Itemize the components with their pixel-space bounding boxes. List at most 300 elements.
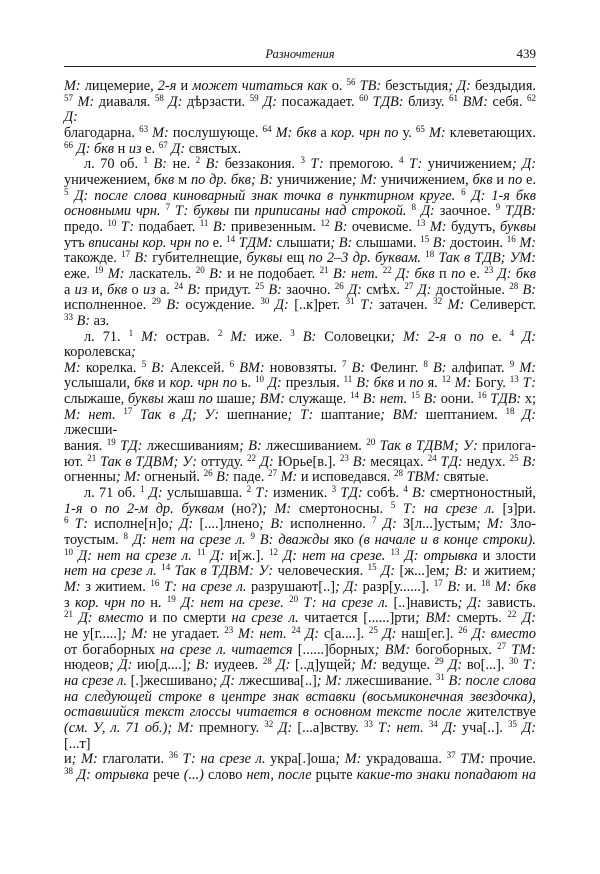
editorial-note: по xyxy=(469,328,484,345)
footnote-number: 2 xyxy=(195,155,201,166)
editorial-note: кор. чрн по xyxy=(330,124,399,141)
editorial-note: Д: нет на срезе л. xyxy=(128,532,251,549)
editorial-note: Д: xyxy=(264,375,282,392)
variant-reading: х; xyxy=(521,391,537,408)
variant-reading: достойные. xyxy=(431,281,510,298)
variant-reading: исполненно. xyxy=(283,516,373,533)
footnote-number: 25 xyxy=(255,280,265,291)
editorial-note: ; М: xyxy=(262,500,292,517)
editorial-note: Д: xyxy=(273,719,293,736)
editorial-note: Т: нет. xyxy=(372,719,429,736)
editorial-note: по 2-м др. буквам xyxy=(105,500,224,517)
editorial-note: Так в ТДВМ: У: xyxy=(170,563,274,580)
editorial-note: ; М: xyxy=(71,751,98,768)
editorial-note: М: xyxy=(450,375,472,392)
editorial-note: ; М: xyxy=(351,657,378,674)
text-line xyxy=(64,233,536,252)
variant-reading: и xyxy=(393,375,410,392)
variant-reading: ют. xyxy=(64,453,88,470)
footnote-number: 6 xyxy=(461,186,466,197)
editorial-note: Д: xyxy=(413,281,432,298)
footnote-number: 5 xyxy=(141,358,147,369)
editorial-note: ВМ: xyxy=(458,93,488,110)
editorial-note: Д: нет на срезе л. xyxy=(73,547,197,564)
editorial-note: Д: отрывка xyxy=(399,547,478,564)
variant-reading: благодарна. xyxy=(64,124,140,141)
footnote-number: 1 xyxy=(139,484,145,495)
footnote-number: 20 xyxy=(366,437,376,448)
editorial-note: (...) xyxy=(183,766,204,783)
editorial-note: В: после слова xyxy=(444,672,536,689)
editorial-note: ; ВМ: xyxy=(251,391,286,408)
footnote-number: 22 xyxy=(382,264,392,275)
editorial-note: Д: xyxy=(437,719,457,736)
text-line xyxy=(64,486,536,502)
editorial-note: М: xyxy=(222,328,248,345)
editorial-note: В: нет. xyxy=(359,391,411,408)
footnote-number: 8 xyxy=(123,531,129,542)
editorial-note: нет, после xyxy=(246,766,312,783)
variant-reading: н. xyxy=(144,594,167,611)
editorial-note: Т: xyxy=(68,516,89,533)
footnote-number: 32 xyxy=(433,296,443,307)
text-line xyxy=(64,204,536,220)
editorial-note: ; Д: xyxy=(448,78,471,94)
editorial-note: ; М: xyxy=(115,469,141,486)
variant-reading: слышами. xyxy=(352,234,421,251)
variant-reading: тоустым. xyxy=(64,532,124,549)
footnote-number: 26 xyxy=(458,624,468,635)
footnote-number: 16 xyxy=(477,390,487,401)
variant-reading: укра[.]оша xyxy=(265,751,336,768)
variant-reading: [з]ри. xyxy=(494,500,537,517)
editorial-note: ТДМ: xyxy=(235,234,273,251)
editorial-note: Т: xyxy=(304,156,324,173)
variant-reading: слышати xyxy=(272,234,331,251)
editorial-note: Д: xyxy=(144,485,163,502)
editorial-note: М: xyxy=(133,328,158,345)
variant-reading: яко xyxy=(329,532,359,549)
variant-reading: не у[г.....] xyxy=(64,625,122,642)
text-line xyxy=(64,264,537,283)
text-line xyxy=(64,392,536,408)
editorial-note: ; М: xyxy=(475,516,504,533)
footnote-number: 26 xyxy=(203,468,213,479)
footnote-number: 15 xyxy=(420,233,430,244)
footnote-number: 28 xyxy=(394,468,404,479)
footnote-number: 13 xyxy=(390,546,400,557)
editorial-note: по xyxy=(451,265,466,282)
text-line xyxy=(64,593,536,612)
text-line xyxy=(64,251,536,267)
editorial-note: ; Д: xyxy=(457,594,482,611)
text-line xyxy=(64,718,537,752)
footnote-number: 3 xyxy=(290,327,295,338)
editorial-note: Т: буквы xyxy=(170,203,230,220)
footnote-number: 23 xyxy=(224,624,234,635)
editorial-note: ТМ: xyxy=(506,641,536,658)
editorial-note: ТД: xyxy=(115,438,143,455)
editorial-note: В: xyxy=(419,391,438,408)
editorial-note: Т: на срезе л. xyxy=(395,500,495,517)
text-line xyxy=(64,327,537,361)
footnote-number: 33 xyxy=(64,311,73,322)
variant-reading: а xyxy=(316,124,331,141)
variant-reading: корелка. xyxy=(80,359,142,376)
text-line xyxy=(64,186,536,205)
footnote-number: 3 xyxy=(300,155,305,166)
variant-reading: во[...]. xyxy=(462,657,510,674)
editorial-note: Д: xyxy=(163,93,183,110)
variant-reading: премогою. xyxy=(323,156,400,173)
footnote-number: 62 xyxy=(527,92,537,103)
footnote-number: 27 xyxy=(268,468,277,479)
text-line xyxy=(64,470,536,486)
variant-reading: е. xyxy=(141,140,159,157)
text-line xyxy=(64,564,536,580)
editorial-note: ; xyxy=(531,563,536,580)
footnote-number: 8 xyxy=(411,202,416,213)
editorial-note: Так в ТДВ; УМ: xyxy=(434,250,537,267)
editorial-note: по др. бкв; В: xyxy=(190,171,274,188)
text-line xyxy=(64,765,536,784)
editorial-note: В: xyxy=(212,469,230,486)
editorial-note: по 2–3 др. буквам. xyxy=(308,250,426,267)
variant-reading: с[а....]. xyxy=(319,625,369,642)
editorial-note: бкв xyxy=(154,171,175,188)
editorial-note: по xyxy=(507,171,523,188)
editorial-note: В: xyxy=(148,156,168,173)
footnote-number: 10 xyxy=(107,217,117,228)
editorial-note: по xyxy=(409,375,424,392)
editorial-note: В: xyxy=(518,453,537,470)
variant-reading: Юрье[в.]. xyxy=(273,453,340,470)
editorial-note: Д: xyxy=(205,547,225,564)
footnote-number: 58 xyxy=(154,92,164,103)
editorial-note: В: xyxy=(146,359,165,376)
variant-reading: алфипат. xyxy=(446,359,510,376)
variant-reading: изменик. xyxy=(268,485,332,502)
text-line xyxy=(64,546,536,565)
variant-reading: от богаборных xyxy=(64,641,161,658)
variant-reading: (но?) xyxy=(223,500,263,517)
variant-reading: и xyxy=(492,171,508,188)
variant-reading: и. xyxy=(460,579,482,595)
variant-reading: [ж...]ем xyxy=(395,563,446,580)
footnote-number: 19 xyxy=(106,437,116,448)
text-line xyxy=(64,376,536,392)
variant-reading: затачен. xyxy=(373,297,434,314)
footnote-number: 9 xyxy=(250,531,256,542)
editorial-note: нет на срезе л. xyxy=(64,563,162,580)
variant-reading: прилога- xyxy=(477,438,536,455)
footnote-number: 21 xyxy=(87,452,97,463)
editorial-note: Т: на срезе л. xyxy=(177,751,266,768)
variant-reading: королевска xyxy=(64,344,132,361)
variant-reading: лжесши- xyxy=(64,422,118,439)
text-line xyxy=(64,752,536,768)
editorial-note: ; ВМ: xyxy=(374,641,411,658)
footnote-number: 11 xyxy=(199,217,209,228)
variant-reading: слыжаше, xyxy=(64,391,128,408)
variant-reading: жаш xyxy=(163,391,199,408)
variant-reading: шептанием. xyxy=(418,406,506,423)
variant-reading: Соловецки xyxy=(316,328,391,345)
variant-readings-text xyxy=(64,79,536,874)
variant-reading: и xyxy=(64,751,72,768)
footnote-number: 11 xyxy=(196,546,206,557)
variant-reading: [..к]рет. xyxy=(288,297,346,314)
editorial-note: М: xyxy=(64,579,81,595)
editorial-note: В: xyxy=(204,265,223,282)
editorial-note: Так в ТДВМ; У: xyxy=(375,438,478,455)
variant-reading: служаще. xyxy=(285,391,350,408)
variant-reading: о xyxy=(127,281,143,298)
variant-reading: [...а]вству. xyxy=(292,719,364,736)
editorial-note: Д: xyxy=(343,281,362,298)
variant-reading: Алексей. xyxy=(164,359,230,376)
footnote-number: 7 xyxy=(341,358,347,369)
editorial-note: ТВ: xyxy=(355,78,382,94)
footnote-number: 14 xyxy=(161,562,171,573)
editorial-note: В: xyxy=(407,485,426,502)
variant-reading: п xyxy=(434,265,452,282)
editorial-note: ; xyxy=(131,344,136,361)
editorial-note: М: нет. xyxy=(233,625,292,642)
footnote-number: 24 xyxy=(291,624,301,635)
variant-reading: е. xyxy=(522,171,536,188)
footnote-number: 18 xyxy=(425,249,435,260)
footnote-number: 13 xyxy=(509,374,519,385)
footnote-number: 2 xyxy=(217,327,223,338)
variant-reading: наш[ег.]. xyxy=(396,625,459,642)
variant-reading: шаше xyxy=(212,391,252,408)
editorial-note: Д: xyxy=(516,610,536,627)
variant-reading: подабает. xyxy=(134,218,200,235)
editorial-note: В: xyxy=(130,250,148,267)
editorial-note: ТВМ: xyxy=(403,469,440,486)
variant-reading: послушующе. xyxy=(168,124,263,141)
editorial-note: ; Т: xyxy=(287,406,314,423)
variant-reading: е. xyxy=(465,265,485,282)
variant-reading: з житием. xyxy=(80,579,151,595)
footnote-number: 64 xyxy=(262,123,272,134)
editorial-note: бкв xyxy=(472,171,493,188)
footnote-number: 67 xyxy=(158,139,168,150)
variant-reading: з xyxy=(64,594,75,611)
footnote-number: 7 xyxy=(165,202,171,213)
editorial-note: Т: xyxy=(403,156,423,173)
editorial-note: на срезе л. читается xyxy=(160,641,293,658)
footnote-number: 29 xyxy=(434,656,444,667)
variant-reading: месяцах. xyxy=(366,453,428,470)
footnote-number: 17 xyxy=(433,578,443,588)
editorial-note: Д: после слова киноварный знак точка в пунктирном круге. xyxy=(68,187,462,204)
variant-reading: л. 71. xyxy=(84,328,129,345)
editorial-note: ТД: xyxy=(436,453,463,470)
editorial-note: на следующей строке в центре знак вставки (восьмиконечная звездочка), xyxy=(64,688,536,705)
editorial-note: Д: нет на срезе. xyxy=(175,594,290,611)
editorial-note: Т: на срезе л. xyxy=(298,594,389,611)
editorial-note: М: xyxy=(103,265,125,282)
variant-reading: богоборных. xyxy=(410,641,498,658)
editorial-note: В: xyxy=(160,297,180,314)
variant-reading: [..д]ущей xyxy=(290,657,352,674)
variant-reading: себя. xyxy=(487,93,528,110)
editorial-note: по xyxy=(198,391,213,408)
footnote-number: 19 xyxy=(94,264,104,275)
text-line xyxy=(64,439,536,455)
editorial-note: М: бкв xyxy=(490,579,537,595)
footnote-number: 27 xyxy=(404,280,414,291)
editorial-note: Так в ТДВМ; У: xyxy=(96,453,197,470)
variant-reading: уничежением, xyxy=(64,171,155,188)
footnote-number: 57 xyxy=(64,92,73,103)
editorial-note: ТДВ: xyxy=(368,93,404,110)
footnote-number: 4 xyxy=(509,327,515,338)
editorial-note: В: xyxy=(329,218,348,235)
editorial-note: В: xyxy=(200,156,220,173)
editorial-note: Д: xyxy=(415,203,435,220)
variant-reading: аз. xyxy=(90,312,110,329)
editorial-note: Д: xyxy=(443,657,463,674)
editorial-note: ; В: xyxy=(239,438,262,455)
variant-reading: у. xyxy=(398,124,416,141)
editorial-note: В: xyxy=(346,359,366,376)
variant-reading: уча[..]. xyxy=(456,719,509,736)
editorial-note: В: дважды xyxy=(255,532,330,549)
footnote-number: 15 xyxy=(367,562,377,573)
variant-reading: придут. xyxy=(200,281,256,298)
variant-reading: м xyxy=(174,171,191,188)
footnote-number: 25 xyxy=(368,624,378,635)
footnote-number: 10 xyxy=(255,374,264,385)
footnote-number: 56 xyxy=(346,77,356,87)
variant-reading: лицемерие, xyxy=(80,78,158,94)
variant-reading: л. 71 об. xyxy=(84,485,140,502)
header-rule xyxy=(64,66,536,67)
editorial-note: ; Д: xyxy=(168,516,194,533)
variant-reading: а. xyxy=(155,281,175,298)
editorial-note: Д: бкв xyxy=(73,140,115,157)
variant-reading: и по смерти xyxy=(143,610,232,627)
variant-reading: исполненное. xyxy=(64,297,152,314)
footnote-number: 12 xyxy=(441,374,451,385)
editorial-note: Т: xyxy=(251,485,269,502)
variant-reading: уничижение xyxy=(273,171,352,188)
footnote-number: 20 xyxy=(289,593,299,604)
footnote-number: 29 xyxy=(151,296,161,307)
footnote-number: 32 xyxy=(264,718,274,729)
footnote-number: 12 xyxy=(320,217,330,228)
variant-reading: рцыте xyxy=(311,766,357,783)
editorial-note: Д: бкв xyxy=(391,265,435,282)
footnote-number: 25 xyxy=(509,452,519,463)
text-line xyxy=(64,280,537,299)
footnote-number: 3 xyxy=(331,484,337,495)
text-line xyxy=(64,640,536,659)
text-line xyxy=(64,405,536,439)
footnote-number: 35 xyxy=(508,718,518,729)
variant-reading: е. xyxy=(483,328,510,345)
variant-reading: паде. xyxy=(229,469,268,486)
editorial-note: (в начале и в конце строки). xyxy=(358,532,536,549)
variant-reading: разрушают[..] xyxy=(246,579,335,595)
editorial-note: М: xyxy=(425,218,447,235)
variant-reading: Богу. xyxy=(471,375,510,392)
text-line xyxy=(64,298,536,314)
variant-reading: лжесшиваниям xyxy=(142,438,240,455)
editorial-note: ; В: xyxy=(330,234,353,251)
footnote-number: 12 xyxy=(268,546,278,557)
editorial-note: М: бкв xyxy=(271,124,317,141)
editorial-note: ; М: xyxy=(351,171,378,188)
page-number: 439 xyxy=(516,46,536,61)
variant-reading: и xyxy=(154,375,170,392)
editorial-note: М: нет. xyxy=(64,406,124,423)
editorial-note: Т: xyxy=(518,375,536,392)
footnote-number: 34 xyxy=(428,718,438,729)
variant-reading: бездыдия. xyxy=(470,78,536,94)
variant-reading: украдоваша. xyxy=(361,751,447,768)
variant-reading: нюдеов xyxy=(64,657,110,674)
variant-reading: дѣрзасти. xyxy=(182,93,250,110)
footnote-number: 7 xyxy=(372,515,377,526)
editorial-note: из xyxy=(128,140,142,157)
editorial-note: М: xyxy=(515,234,536,251)
text-line xyxy=(64,79,536,95)
variant-reading: огненны xyxy=(64,469,116,486)
editorial-note: бкв xyxy=(134,375,155,392)
variant-reading: утъ xyxy=(64,234,89,251)
variant-reading: предо. xyxy=(64,218,108,235)
variant-reading: заочно. xyxy=(281,281,335,298)
footnote-number: 28 xyxy=(262,656,272,667)
variant-reading: будутъ, xyxy=(446,218,501,235)
footnote-number: 30 xyxy=(509,656,519,667)
editorial-note: Д: xyxy=(258,93,278,110)
variant-reading: клеветающих. xyxy=(445,124,536,141)
editorial-note: ТДВ: xyxy=(486,391,522,408)
variant-reading: привезенным. xyxy=(226,218,321,235)
editorial-note: ТМ: xyxy=(455,751,485,768)
editorial-note: 1-я xyxy=(64,500,83,517)
variant-reading: оони. xyxy=(437,391,478,408)
footnote-number: 19 xyxy=(166,593,176,604)
editorial-note: кор. чрн по xyxy=(74,594,145,611)
variant-reading: и исповедався. xyxy=(297,469,395,486)
variant-reading: человеческия. xyxy=(273,563,368,580)
editorial-note: Д: нет на срезе. xyxy=(277,547,391,564)
footnote-number: 22 xyxy=(246,452,256,463)
variant-reading: оттуду. xyxy=(197,453,247,470)
variant-reading: рече xyxy=(148,766,184,783)
editorial-note: М: xyxy=(442,297,465,314)
editorial-note: ТД: xyxy=(336,485,363,502)
footnote-number: 6 xyxy=(229,358,235,369)
editorial-note: В: xyxy=(183,281,201,298)
footnote-number: 61 xyxy=(449,92,459,103)
editorial-note: В: нет. xyxy=(328,265,383,282)
footnote-number: 63 xyxy=(139,123,149,134)
variant-reading: и, xyxy=(87,281,108,298)
variant-reading: н xyxy=(114,140,129,157)
editorial-note: ; В: xyxy=(259,516,284,533)
footnote-number: 28 xyxy=(509,280,519,291)
editorial-note: ; М: 2-я xyxy=(390,328,447,345)
footnote-number: 65 xyxy=(415,123,425,134)
variant-reading: разр[у......]. xyxy=(358,579,434,595)
